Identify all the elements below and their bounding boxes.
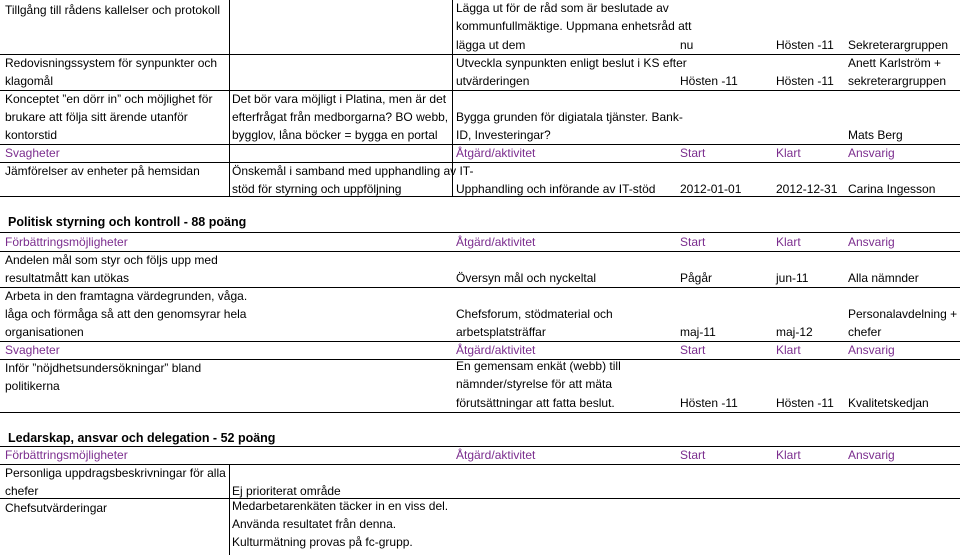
- row3-ansvarig: Mats Berg: [848, 128, 903, 142]
- row2-ansvarig-l2: sekreterargruppen: [848, 74, 947, 88]
- s1r1-c1-l1: Andelen mål som styr och följs upp med: [5, 253, 218, 267]
- row1-klart: Hösten -11: [776, 38, 834, 52]
- row-divider: [0, 464, 960, 465]
- row1-ansvarig: Sekreterargruppen: [848, 38, 949, 52]
- s1r2-c3-l2: arbetsplatsträffar: [456, 325, 546, 339]
- row-divider: [0, 232, 960, 233]
- s2r2-c2-l3: Kulturmätning provas på fc-grupp.: [232, 535, 413, 549]
- s1-header-forbattring: Förbättringsmöjligheter: [5, 235, 128, 249]
- row2-c1-l2: klagomål: [5, 74, 54, 88]
- s1r1-start: Pågår: [680, 271, 713, 285]
- s2r2-c2-l2: Använda resultatet från denna.: [232, 517, 397, 531]
- row3-c2-l2: efterfrågat från medborgarna? BO webb,: [232, 110, 449, 124]
- s1r1-c3: Översyn mål och nyckeltal: [456, 271, 597, 285]
- jamf-ansvarig: Carina Ingesson: [848, 182, 936, 196]
- row1-c3-l1: Lägga ut för de råd som är beslutade av: [456, 1, 669, 15]
- row-divider: [0, 90, 960, 91]
- row-divider: [0, 144, 960, 145]
- s1s1-c1-l1: Inför ”nöjdhetsundersökningar” bland: [5, 361, 202, 375]
- s1r2-c1-l1: Arbeta in den framtagna värdegrunden, våga.: [5, 289, 248, 303]
- header-klart: Klart: [776, 146, 801, 160]
- s1-header2-start: Start: [680, 343, 706, 357]
- s2r2-c2-l1: Medarbetarenkäten täcker in en viss del.: [232, 499, 449, 513]
- s2r1-c1-l2: chefer: [5, 484, 39, 498]
- s2-header-klart: Klart: [776, 448, 801, 462]
- row3-c1-l1: Konceptet ”en dörr in” och möjlighet för: [5, 92, 213, 106]
- s1s1-ansvarig: Kvalitetskedjan: [848, 396, 929, 410]
- col-divider-1: [229, 0, 230, 196]
- row1-c1: Tillgång till rådens kallelser och protokoll: [5, 3, 220, 17]
- row1-c3-l3: lägga ut dem: [456, 38, 526, 52]
- s2-header-ansvarig: Ansvarig: [848, 448, 895, 462]
- s1s1-start: Hösten -11: [680, 396, 738, 410]
- s2-header-start: Start: [680, 448, 706, 462]
- jamf-klart: 2012-12-31: [776, 182, 838, 196]
- s2-header-atgard: Åtgärd/aktivitet: [456, 448, 536, 462]
- row-divider: [0, 287, 960, 288]
- jamf-c1: Jämförelser av enheter på hemsidan: [5, 164, 200, 178]
- s1r2-ansvarig-l1: Personalavdelning +: [848, 307, 958, 321]
- row2-ansvarig-l1: Anett Karlström +: [848, 56, 942, 70]
- row2-c1-l1: Redovisningssystem för synpunkter och: [5, 56, 218, 70]
- row3-c3-l1: Bygga grunden för digiatala tjänster. Bank-: [456, 110, 683, 124]
- row-divider: [0, 341, 960, 342]
- s1-header-ansvarig: Ansvarig: [848, 235, 895, 249]
- s2r2-c1: Chefsutvärderingar: [5, 501, 108, 515]
- row3-c2-l1: Det bör vara möjligt i Platina, men är det: [232, 92, 447, 106]
- row1-start: nu: [680, 38, 694, 52]
- row-divider: [0, 498, 960, 499]
- row-divider: [0, 412, 960, 413]
- s1-header-klart: Klart: [776, 235, 801, 249]
- s1r2-c3-l1: Chefsforum, stödmaterial och: [456, 307, 613, 321]
- row3-c3-l2: ID, Investeringar?: [456, 128, 551, 142]
- row-divider: [0, 196, 960, 197]
- s1r2-ansvarig-l2: chefer: [848, 325, 882, 339]
- s1s1-klart: Hösten -11: [776, 396, 834, 410]
- s1r2-c1-l2: låga och förmåga så att den genomsyrar hela: [5, 307, 247, 321]
- jamf-c2-l2: stöd för styrning och uppföljning: [232, 182, 402, 196]
- s2-header-forbattring: Förbättringsmöjligheter: [5, 448, 128, 462]
- row2-c3-l1: Utveckla synpunkten enligt beslut i KS efter: [456, 56, 687, 70]
- s1s1-c1-l2: politikerna: [5, 379, 60, 393]
- jamf-start: 2012-01-01: [680, 182, 742, 196]
- row2-start: Hösten -11: [680, 74, 738, 88]
- s1s1-c3-l3: förutsättningar att fatta beslut.: [456, 396, 615, 410]
- s2r1-c1-l1: Personliga uppdragsbeskrivningar för alla: [5, 466, 226, 480]
- s1r1-ansvarig: Alla nämnder: [848, 271, 919, 285]
- jamf-c2-l1: Önskemål i samband med upphandling av IT-: [232, 164, 474, 178]
- s1-header-start: Start: [680, 235, 706, 249]
- row2-c3-l2: utvärderingen: [456, 74, 530, 88]
- header-atgard: Åtgärd/aktivitet: [456, 146, 536, 160]
- row-divider: [0, 162, 960, 163]
- s1r2-klart: maj-12: [776, 325, 813, 339]
- jamf-c3: Upphandling och införande av IT-stöd: [456, 182, 656, 196]
- s1r1-c1-l2: resultatmått kan utökas: [5, 271, 130, 285]
- col-divider-s2: [229, 464, 230, 555]
- row-divider: [0, 446, 960, 447]
- s1r2-start: maj-11: [680, 325, 716, 339]
- header-start: Start: [680, 146, 706, 160]
- s1-header-atgard: Åtgärd/aktivitet: [456, 235, 536, 249]
- section2-title: Ledarskap, ansvar och delegation - 52 poäng: [8, 431, 276, 445]
- s1-header2-klart: Klart: [776, 343, 801, 357]
- row3-c1-l3: kontorstid: [5, 128, 58, 142]
- s1s1-c3-l1: En gemensam enkät (webb) till: [456, 359, 621, 373]
- row-divider: [0, 54, 960, 55]
- row3-c1-l2: brukare att följa sitt ärende utanför: [5, 110, 188, 124]
- header-ansvarig: Ansvarig: [848, 146, 895, 160]
- row2-klart: Hösten -11: [776, 74, 834, 88]
- header-svagheter: Svagheter: [5, 146, 60, 160]
- row3-c2-l3: bygglov, låna böcker = bygga en portal: [232, 128, 438, 142]
- s2r1-c2: Ej prioriterat område: [232, 484, 341, 498]
- row1-c3-l2: kommunfullmäktige. Uppmana enhetsråd att: [456, 19, 692, 33]
- s1-header-svagheter: Svagheter: [5, 343, 60, 357]
- s1r2-c1-l3: organisationen: [5, 325, 84, 339]
- section1-title: Politisk styrning och kontroll - 88 poäng: [8, 215, 247, 229]
- s1-header2-ansvarig: Ansvarig: [848, 343, 895, 357]
- row-divider: [0, 251, 960, 252]
- s1r1-klart: jun-11: [776, 271, 809, 285]
- s1-header2-atgard: Åtgärd/aktivitet: [456, 343, 536, 357]
- s1s1-c3-l2: nämnder/styrelse för att mäta: [456, 377, 613, 391]
